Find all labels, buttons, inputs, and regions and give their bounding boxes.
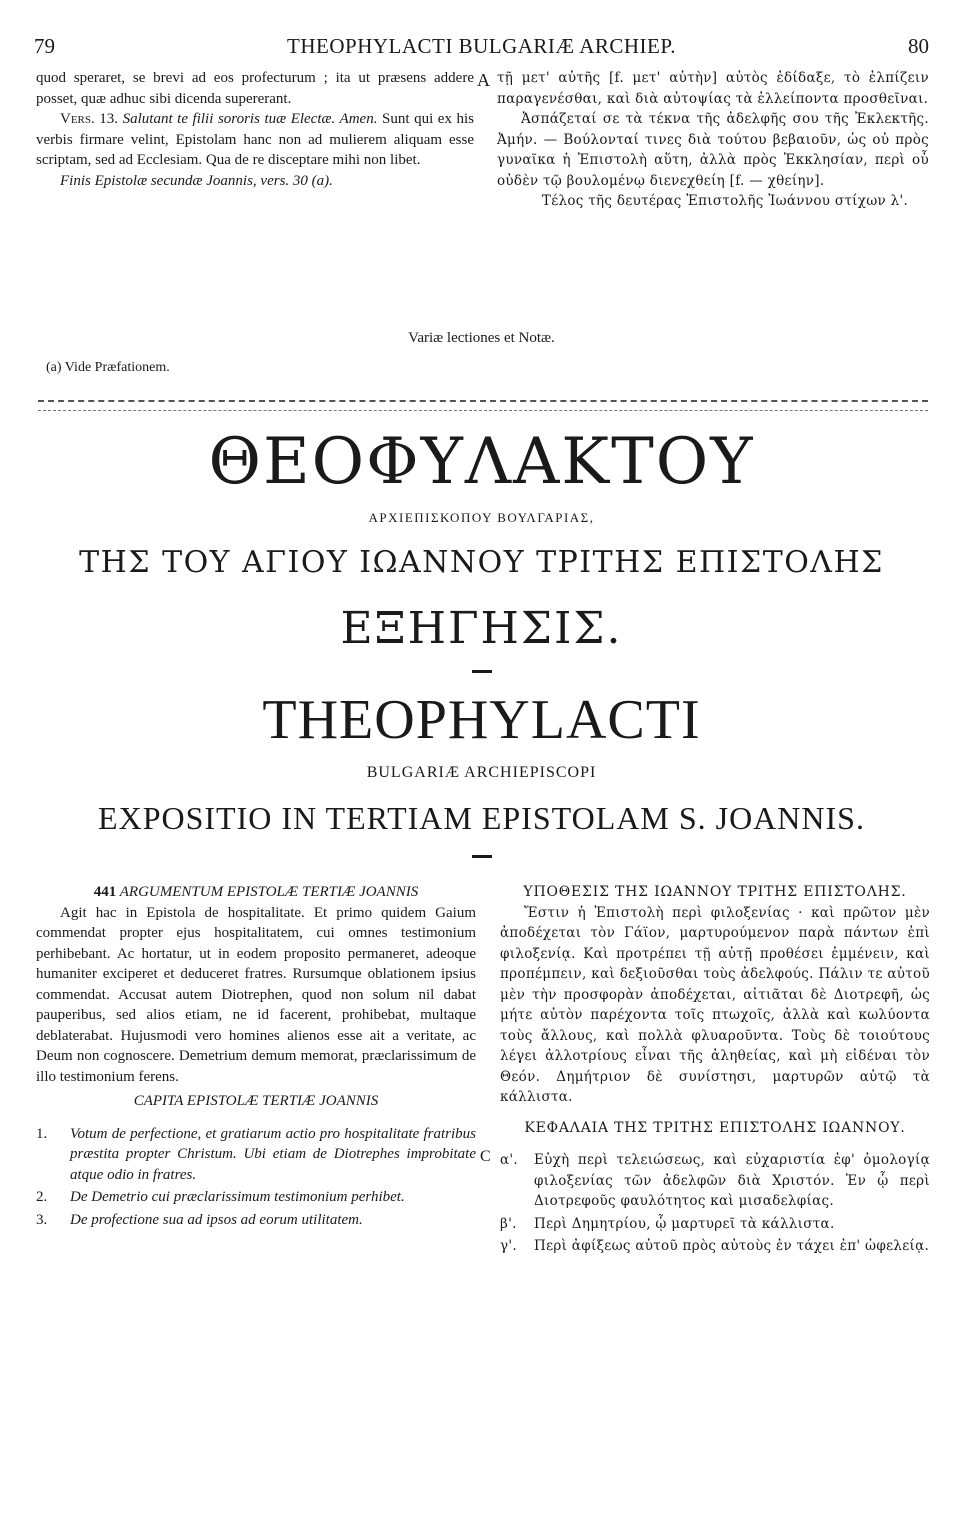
margin-marker-c: C — [480, 1148, 491, 1165]
running-header — [34, 34, 929, 62]
item-text: Votum de perfectione, et gratiarum actio pro hospitalitate fratribus præstita propter Christum. Ubi etiam de Diotrephes improbitate atque odio in fratres. — [70, 1125, 476, 1183]
item-text: De profectione sua ad ipsos ad eorum utilitatem. — [70, 1211, 363, 1228]
list-item — [500, 1214, 930, 1235]
hypothesis-heading: ΥΠΟΘΕΣΙΣ ΤΗΣ ΙΩΑΝΝΟΥ ΤΡΙΤΗΣ ΕΠΙΣΤΟΛΗΣ. — [523, 884, 907, 900]
greek-paragraph: τῇ μετ' αὐτῆς [f. μετ' αὐτὴν] αὐτὸς ἐδίδαξε, τὸ ἐλπίζειν παραγενέσθαι, καὶ διὰ αὐτοψίας τὰ ἐλλείποντα προσθεῖναι. — [497, 70, 929, 107]
argument-text: Agit hac in Epistola de hospitalitate. Et primo quidem Gaium commendat propter ejus hospitalitatem, cui omnes testimonium perhibebant. Ac hortatur, ut in eodem proposito permaneret, adeoque humaniter exciperet et deduceret fratres. Rursumque oblationem ipsius commendat. Accusat autem Diotrephen, quod non solum nil dabat pauperibus, sed alios etiam, ne id facerent, prohibebat, multaque deblaterabat. Hujusmodi vero homines alienos esse ait a veritate, ac Deum non cognoscere. Demetrium demum memorat, præclarissimum de illo testimonium ferens. — [36, 904, 476, 1085]
item-number: 2. — [36, 1189, 48, 1205]
item-number: γ'. — [500, 1238, 517, 1254]
hypothesis-text: Ἔστιν ἡ Ἐπιστολὴ περὶ φιλοξενίας · καὶ πρῶτον μὲν ἀποδέχεται τὸν Γάϊον, μαρτυρούμενον παρὰ πάντων ἐπὶ φιλοξενίᾳ. Καὶ προτρέπει τῇ αὐτῇ προθέσει ἐμμένειν, καὶ προπέμπειν, καὶ δεξιοῦσθαι τοὺς ἀδελφούς. Πάλιν τε αὐτοῦ μὲν τὴν προσφορὰν ἀποδέχεται, αἰτιᾶται δὲ Διοτρεφῆ, ὡς μήτε αὐτὸν παρέχοντα τοῖς πτωχοῖς, ἀλλὰ καὶ κωλύοντα τοὺς ἄλλους, καὶ πολλὰ φλυαροῦντα. Τοὺς δὲ τοιούτους λέγει ἀλλοτρίους εἶναι τῆς ἀληθείας, καὶ μὴ εἰδέναι τὸν Θεόν. Δημήτριον δὲ συνίστησι, μαρτυρῶν αὐτῷ τὰ κάλλιστα. — [500, 904, 930, 1105]
capita-heading: CAPITA EPISTOLÆ TERTIÆ JOANNIS — [133, 1093, 379, 1109]
section-number: 441 — [93, 884, 117, 900]
item-number: β'. — [500, 1215, 517, 1232]
item-number: 3. — [36, 1211, 48, 1228]
greek-exegesis-title: ΕΞΗΓΗΣΙΣ. — [340, 603, 623, 654]
greek-author-title: ΘΕΟΦΥΛΑΚΤΟΥ — [208, 425, 755, 499]
latin-author-subtitle: BULGARIÆ ARCHIEPISCOPI — [366, 764, 597, 781]
list-item — [500, 1150, 930, 1212]
verse-quote: Salutant te filii sororis tuæ Electæ. Amen. — [122, 111, 378, 127]
bottom-right-column — [500, 882, 930, 1257]
bottom-left-column — [36, 882, 476, 1230]
greek-telos-line: Τέλος τῆς δευτέρας Ἐπιστολῆς Ἰωάννου στίχων λ'. — [541, 193, 909, 209]
verse-paragraph — [36, 109, 474, 171]
item-text: Εὐχὴ περὶ τελειώσεως, καὶ εὐχαριστία ἐφ' ὁμολογίᾳ φιλοξενίας τῶν ἀδελφῶν διὰ Χριστόν. Ἐν ᾧ περὶ Διοτρεφοῦς φαυλότητος καὶ μισαδελφίας. — [534, 1152, 930, 1209]
argument-heading-text: ARGUMENTUM EPISTOLÆ TERTIÆ JOANNIS — [119, 884, 419, 900]
paragraph: quod speraret, se brevi ad eos profecturum ; ita ut præsens addere posset, quæ adhuc sibi dicenda supererant. — [36, 70, 474, 107]
list-item — [36, 1187, 476, 1208]
greek-author-subtitle: ΑΡΧΙΕΠΙΣΚΟΠΟΥ ΒΟΥΛΓΑΡΙΑΣ, — [368, 510, 595, 525]
verse-commentary: Sunt qui ex his verbis firmare velint, Epistolam hanc non ad mulierem aliquam esse scriptam, sed ad Ecclesiam. Qua de re disceptare mihi non libet. — [36, 111, 475, 168]
kephalaia-heading: ΚΕΦΑΛΑΙΑ ΤΗΣ ΤΡΙΤΗΣ ΕΠΙΣΤΟΛΗΣ ΙΩΑΝΝΟΥ. — [524, 1119, 906, 1136]
item-number: 1. — [36, 1125, 48, 1142]
list-item — [36, 1124, 476, 1186]
item-text: Περὶ Δημητρίου, ᾧ μαρτυρεῖ τὰ κάλλιστα. — [534, 1215, 835, 1232]
greek-verse-paragraph: Ἀσπάζεταί σε τὰ τέκνα τῆς ἀδελφῆς σου τῆς Ἐκλεκτῆς. Ἀμήν. — Βούλονταί τινες διὰ τούτου βεβαιοῦν, ὡς οὐ πρὸς γυναῖκα ἡ Ἐπιστολὴ αὕτη, ἀλλὰ πρὸς Ἐκκλησίαν, περὶ οὗ οὐδὲν τῷ βουλομένῳ διενεχθείη [f. — χθείην]. — [497, 111, 929, 189]
item-text: Περὶ ἀφίξεως αὐτοῦ πρὸς αὐτοὺς ἐν τάχει ἐπ' ὠφελείᾳ. — [534, 1238, 930, 1254]
variae-lectiones-heading: Variæ lectiones et Notæ. — [408, 330, 555, 346]
greek-work-title: ΤΗΣ ΤΟΥ ΑΓΙΟΥ ΙΩΑΝΝΟΥ ΤΡΙΤΗΣ ΕΠΙΣΤΟΛΗΣ — [79, 545, 884, 580]
top-left-column — [36, 68, 474, 191]
footnote: (a) Vide Præfationem. — [46, 360, 170, 375]
page-number-right: 80 — [908, 34, 929, 58]
argument-heading — [36, 882, 476, 903]
item-number: α'. — [500, 1152, 519, 1168]
list-item — [500, 1236, 930, 1257]
title-dash — [472, 670, 492, 673]
running-title: THEOPHYLACTI BULGARIÆ ARCHIEP. — [287, 34, 676, 58]
margin-marker-a: A — [477, 70, 490, 90]
list-item — [36, 1210, 476, 1231]
item-text: De Demetrio cui præclarissimum testimonium perhibet. — [70, 1189, 405, 1205]
page-number-left: 79 — [34, 34, 55, 58]
verse-label: Vers. 13. — [60, 111, 119, 127]
top-right-column — [497, 68, 929, 212]
title-dash — [472, 855, 492, 858]
finis-line: Finis Epistolæ secundæ Joannis, vers. 30 (a). — [60, 172, 333, 189]
latin-author-title: THEOPHYLACTI — [262, 689, 701, 751]
section-divider — [38, 400, 928, 411]
latin-work-title: EXPOSITIO IN TERTIAM EPISTOLAM S. JOANNIS. — [98, 800, 865, 836]
